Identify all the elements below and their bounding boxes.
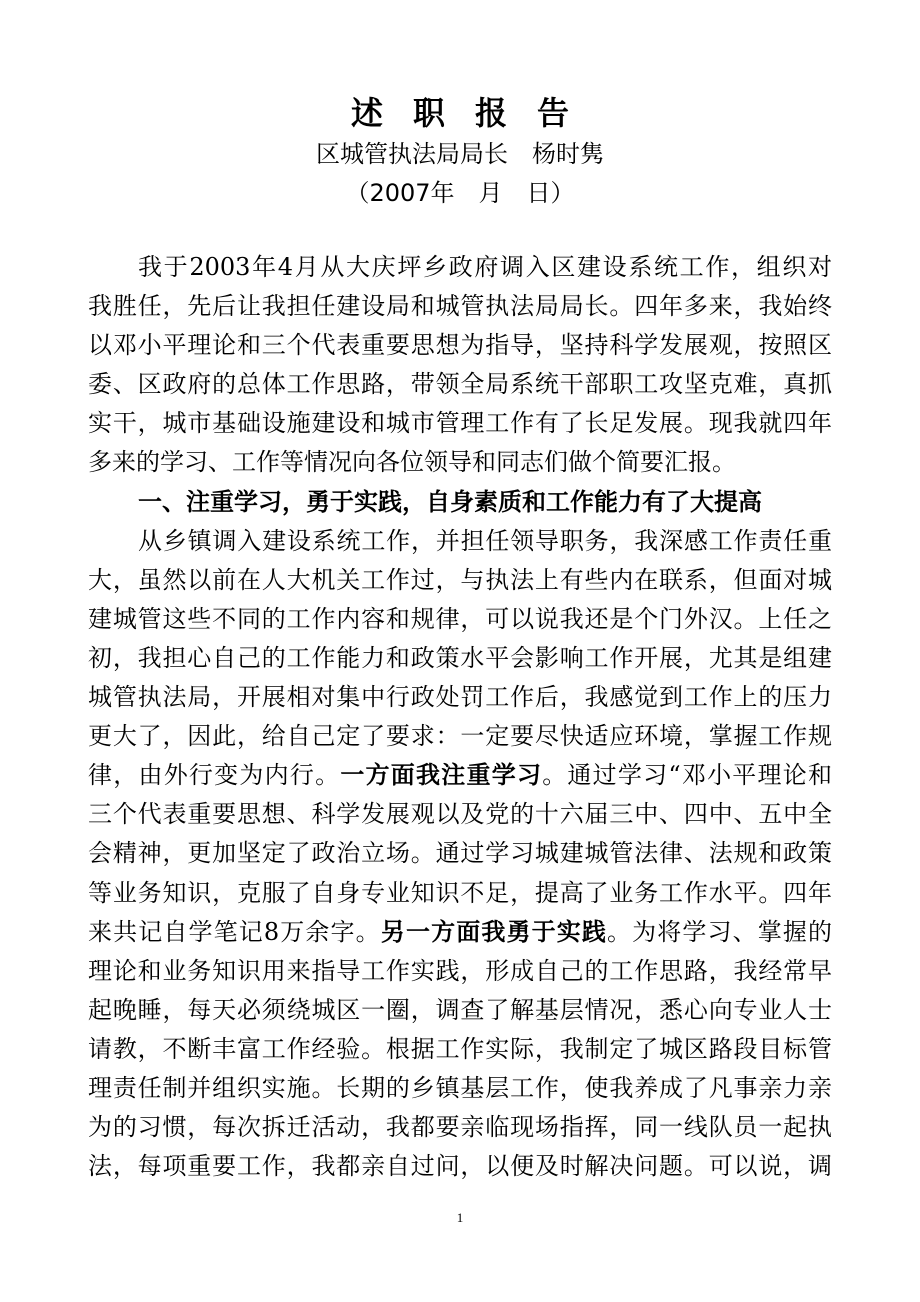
paragraph-line: 为的习惯，每次拆迁活动，我都要亲临现场指挥，同一线队员一起执 — [88, 1113, 832, 1142]
paragraph-line: 等业务知识，克服了自身专业知识不足，提高了业务工作水平。四年 — [88, 878, 832, 907]
date-line: （2007年 月 日） — [345, 179, 575, 207]
paragraph-line-mixed — [88, 913, 832, 952]
paragraph-line: 请教，不断丰富工作经验。根据工作实际，我制定了城区路段目标管 — [88, 1034, 832, 1063]
paragraph-line: 我胜任，先后让我担任建设局和城管执法局局长。四年多来，我始终 — [88, 292, 832, 321]
paragraph-line: 起晚睡，每天必须绕城区一圈，调查了解基层情况，悉心向专业人士 — [88, 995, 832, 1024]
paragraph-line: 初，我担心自己的工作能力和政策水平会影响工作开展，尤其是组建 — [88, 643, 832, 672]
author-line: 区城管执法局局长 杨时隽 — [316, 140, 604, 168]
paragraph-line: 理责任制并组织实施。长期的乡镇基层工作，使我养成了凡事亲力亲 — [88, 1073, 832, 1102]
line-text: 。通过学习“邓小平理论和 — [542, 761, 832, 790]
line-text: 。为将学习、掌握的 — [606, 917, 832, 946]
line-text: 律，由外行变为内行。 — [88, 761, 341, 790]
paragraph-line: 更大了，因此，给自己定了要求：一定要尽快适应环境，掌握工作规 — [88, 722, 832, 751]
document-title: 述职报告 — [350, 94, 599, 132]
paragraph-line: 实干，城市基础设施建设和城市管理工作有了长足发展。现我就四年 — [88, 409, 832, 438]
paragraph-line: 三个代表重要思想、科学发展观以及党的十六届三中、四中、五中全 — [88, 800, 832, 829]
paragraph-line: 城管执法局，开展相对集中行政处罚工作后，我感觉到工作上的压力 — [88, 683, 832, 712]
paragraph-line: 我于2003年4月从大庆坪乡政府调入区建设系统工作，组织对 — [138, 253, 832, 281]
paragraph-line: 从乡镇调入建设系统工作，并担任领导职务，我深感工作责任重 — [138, 526, 832, 555]
paragraph-line-mixed — [88, 756, 832, 795]
paragraph-line: 多来的学习、工作等情况向各位领导和同志们做个简要汇报。 — [88, 448, 736, 477]
paragraph-line: 委、区政府的总体工作思路，带领全局系统干部职工攻坚克难，真抓 — [88, 370, 832, 399]
paragraph-line: 会精神，更加坚定了政治立场。通过学习城建城管法律、法规和政策 — [88, 839, 832, 868]
emphasis-text: 一方面我注重学习 — [340, 761, 543, 790]
line-text: 来共记自学笔记8万余字。 — [88, 917, 381, 946]
paragraph-line: 法，每项重要工作，我都亲自过问，以便及时解决问题。可以说，调 — [88, 1152, 832, 1181]
emphasis-text: 另一方面我勇于实践 — [380, 917, 607, 946]
paragraph-line: 以邓小平理论和三个代表重要思想为指导，坚持科学发展观，按照区 — [88, 331, 832, 360]
report-body — [88, 248, 832, 1186]
page-number: 1 — [456, 1210, 464, 1225]
paragraph-line: 大，虽然以前在人大机关工作过，与执法上有些内在联系，但面对城 — [88, 565, 832, 594]
section-heading: 一、注重学习，勇于实践，自身素质和工作能力有了大提高 — [138, 487, 762, 516]
paragraph-line: 理论和业务知识用来指导工作实践，形成自己的工作思路，我经常早 — [88, 956, 832, 985]
paragraph-line: 建城管这些不同的工作内容和规律，可以说我还是个门外汉。上任之 — [88, 604, 832, 633]
